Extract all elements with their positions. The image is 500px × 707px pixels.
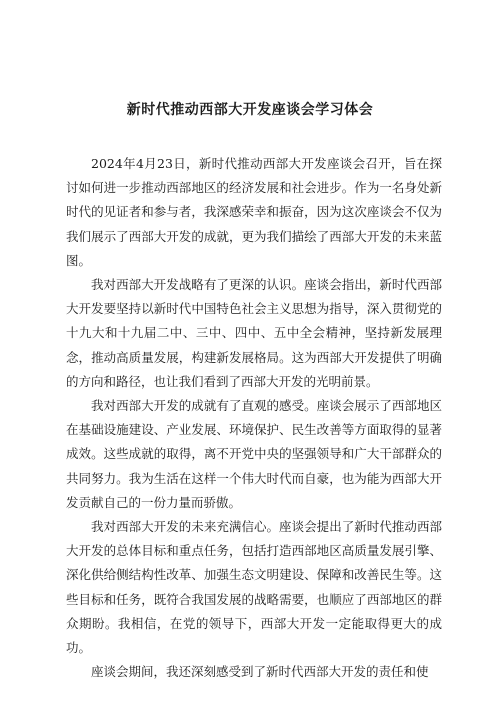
document-body: [66, 152, 442, 684]
paragraph: 座谈会期间，我还深刻感受到了新时代西部大开发的责任和使: [91, 664, 429, 680]
paragraph: 2024年4月23日，新时代推动西部大开发座谈会召开，旨在探讨如何进一步推动西部地区的经济发展和社会进步。作为一名身处新时代的见证者和参与者，我深感荣幸和振奋，因为这次座谈会不仅为我们展示了西部大开发的成就，更为我们描绘了西部大开发的未来蓝图。: [66, 156, 442, 268]
paragraph: 我对西部大开发战略有了更深的认识。座谈会指出，新时代西部大开发要坚持以新时代中国特色社会主义思想为指导，深入贯彻党的十九大和十九届二中、三中、四中、五中全会精神，坚持新发展理念，推动高质量发展，构建新发展格局。这为西部大开发提供了明确的方向和路径，也让我们看到了西部大开发的光明前景。: [66, 277, 442, 389]
paragraph: 我对西部大开发的未来充满信心。座谈会提出了新时代推动西部大开发的总体目标和重点任务，包括打造西部地区高质量发展引擎、深化供给侧结构性改革、加强生态文明建设、保障和改善民生等。这些目标和任务，既符合我国发展的战略需要，也顺应了西部地区的群众期盼。我相信，在党的领导下，西部大开发一定能取得更大的成功。: [66, 519, 442, 656]
document-title: 新时代推动西部大开发座谈会学习体会: [126, 102, 374, 118]
paragraph: 我对西部大开发的成就有了直观的感受。座谈会展示了西部地区在基础设施建设、产业发展、环境保护、民生改善等方面取得的显著成效。这些成就的取得，离不开党中央的坚强领导和广大干部群众的共同努力。我为生活在这样一个伟大时代而自豪，也为能为西部大开发贡献自己的一份力量而骄傲。: [66, 398, 442, 510]
